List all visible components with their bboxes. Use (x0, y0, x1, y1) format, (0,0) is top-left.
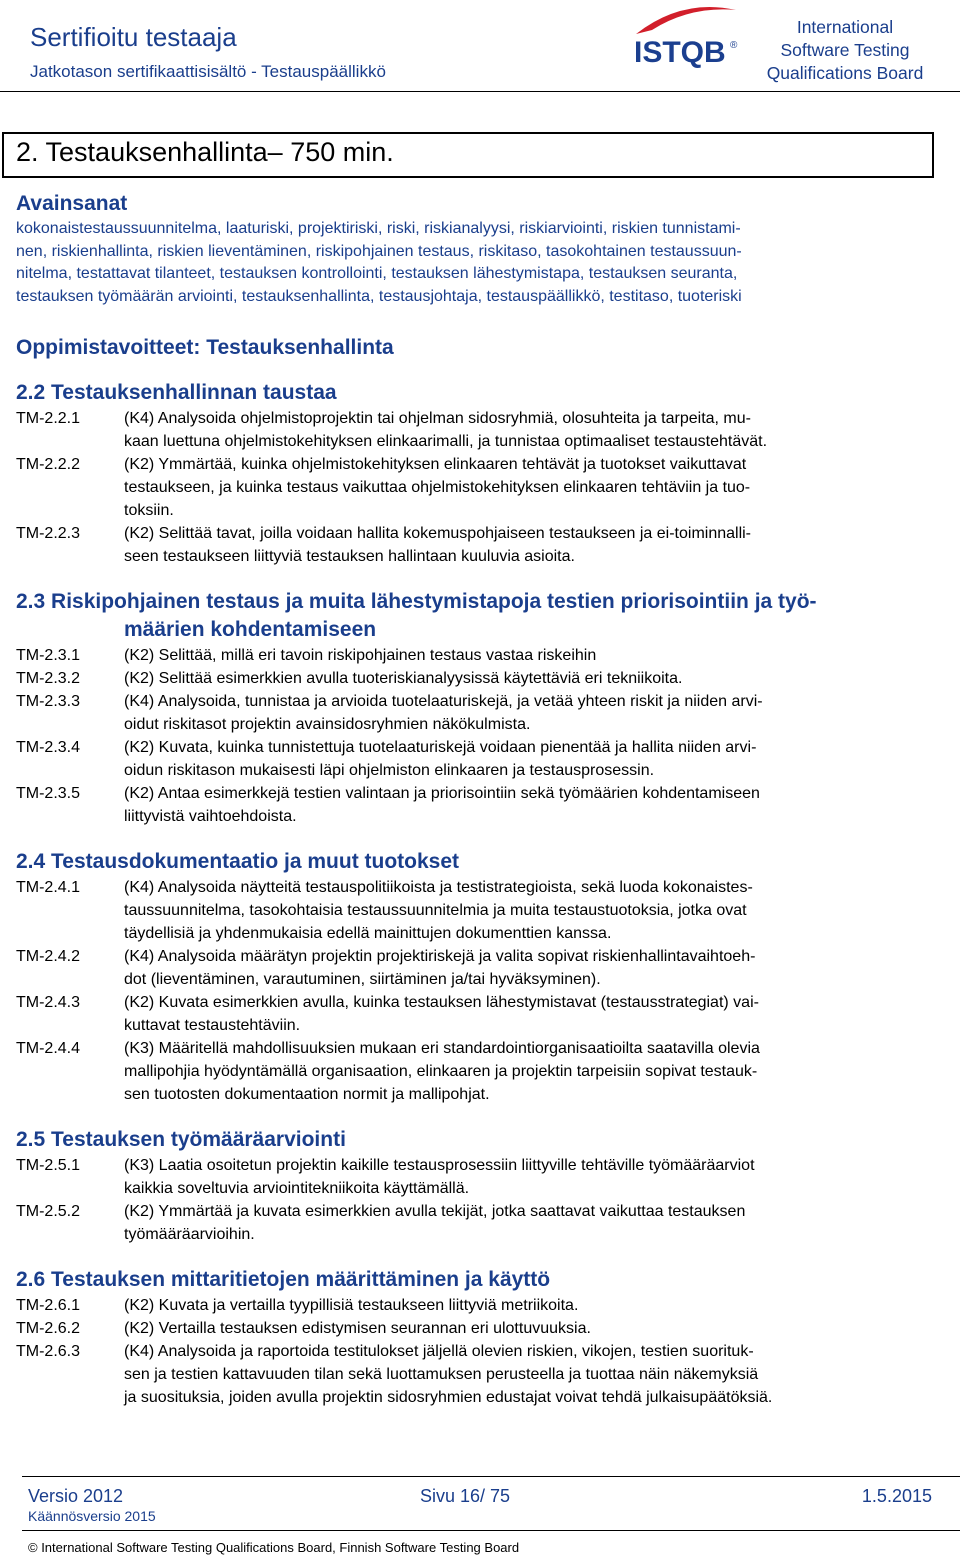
section-title: 2.4 Testausdokumentaatio ja muut tuotokset (16, 850, 460, 873)
objective-text: (K2) Ymmärtää ja kuvata esimerkkien avulla tekijät, jotka saattavat vaikuttaa testauksen (124, 1203, 746, 1220)
objective-text: (K2) Ymmärtää, kuinka ohjelmistokehityksen elinkaaren tehtävät ja tuotokset vaikuttavat (124, 456, 747, 473)
objective-id: TM-2.3.1 (16, 647, 81, 664)
keywords-line: nen, riskienhallinta, riskien lieventäminen, riskipohjainen testaus, riskitaso, tasokohtainen testaussuun- (16, 242, 742, 260)
objective-id: TM-2.3.5 (16, 785, 81, 802)
objective-text: täydellisiä ja yhdenmukaisia edellä mainittujen dokumenttien kanssa. (124, 925, 612, 942)
footer-date: 1.5.2015 (861, 1486, 932, 1506)
objective-text: (K4) Analysoida ja raportoida testitulokset jäljellä olevien riskien, vikojen, testien suorituk- (124, 1343, 754, 1360)
objective-text: sen tuotosten dokumentaation normit ja mallipohjat. (124, 1086, 490, 1103)
objective-item (16, 407, 921, 453)
objective-item (16, 736, 921, 782)
page-content (16, 190, 921, 1409)
objective-item (16, 667, 921, 690)
chapter-title-box (2, 132, 934, 178)
objective-id: TM-2.5.2 (16, 1203, 81, 1220)
objective-id: TM-2.3.2 (16, 670, 81, 687)
objective-text: dot (lieventäminen, varautuminen, siirtäminen ja/tai hyväksyminen). (124, 971, 601, 988)
header-divider (0, 91, 960, 92)
objective-text: (K4) Analysoida määrätyn projektin projektiriskejä ja valita sopivat riskienhallintavaihtoeh- (124, 948, 756, 965)
objective-id: TM-2.2.3 (16, 525, 81, 542)
objective-text: (K2) Selittää esimerkkien avulla tuoteriskianalyysissä käytettäviä eri tekniikoita. (124, 670, 683, 687)
objective-item (16, 876, 921, 945)
objective-id: TM-2.5.1 (16, 1157, 81, 1174)
header-subtitle: Jatkotason sertifikaattisisältö - Testauspäällikkö (30, 62, 386, 81)
objective-item (16, 945, 921, 991)
objective-item (16, 1200, 921, 1246)
header-title: Sertifioitu testaaja (30, 22, 237, 52)
objective-id: TM-2.4.2 (16, 948, 81, 965)
keywords-text (16, 218, 921, 308)
objective-text: kuttavat testaustehtäviin. (124, 1017, 301, 1034)
org-name (745, 16, 945, 85)
objective-text: mallipohjia hyödyntämällä organisaation, elinkaaren ja projektin tarpeisiin sopivat testauk- (124, 1063, 758, 1080)
section-title-line: 2.3 Riskipohjainen testaus ja muita lähestymistapoja testien priorisointiin ja työ- (16, 590, 817, 613)
objective-item (16, 782, 921, 828)
objective-item (16, 1154, 921, 1200)
objective-item (16, 1317, 921, 1340)
istqb-logo-mark: ® (730, 40, 738, 51)
objective-text: (K2) Kuvata esimerkkien avulla, kuinka testauksen lähestymistavat (testausstrategiat) vai- (124, 994, 759, 1011)
objective-text: toksiin. (124, 502, 174, 519)
objective-text: ja suosituksia, joiden avulla projektin sidosryhmien edustajat voivat tehdä julkaisupäätöksiä. (124, 1389, 773, 1406)
footer-translation-version: Käännösversio 2015 (28, 1508, 156, 1524)
objective-text: (K2) Selittää tavat, joilla voidaan hallita kokemuspohjaiseen testaukseen ja ei-toiminnalli- (124, 525, 752, 542)
objective-id: TM-2.4.1 (16, 879, 81, 896)
footer-version: Versio 2012 (28, 1486, 124, 1506)
objective-text: seen testaukseen liittyviä testauksen hallintaan kuuluvia asioita. (124, 548, 575, 565)
objective-id: TM-2.4.3 (16, 994, 81, 1011)
section-title-line: määrien kohdentamiseen (124, 618, 377, 641)
objective-item (16, 991, 921, 1037)
section-title (16, 588, 921, 644)
objective-text: testaukseen, ja kuinka testaus vaikuttaa ohjelmistokehityksen elinkaaren tehtäviin ja tuo- (124, 479, 751, 496)
objectives-heading: Oppimistavoitteet: Testauksenhallinta (16, 336, 394, 359)
objective-id: TM-2.3.4 (16, 739, 81, 756)
objective-item (16, 644, 921, 667)
objective-text: (K3) Laatia osoitetun projektin kaikille testausprosessiin liittyville tehtäville työmääräarviot (124, 1157, 755, 1174)
footer-divider (22, 1530, 960, 1531)
objective-text: (K3) Määritellä mahdollisuuksien mukaan eri standardointiorganisaatioilta saatavilla olevia (124, 1040, 760, 1057)
objective-text: (K2) Antaa esimerkkejä testien valintaan ja priorisointiin sekä työmäärien kohdentamiseen (124, 785, 760, 802)
objective-text: (K2) Selittää, millä eri tavoin riskipohjainen testaus vastaa riskeihin (124, 647, 597, 664)
section-title: 2.2 Testauksenhallinnan taustaa (16, 381, 337, 404)
istqb-logo (632, 4, 740, 84)
objective-id: TM-2.3.3 (16, 693, 81, 710)
objective-item (16, 1340, 921, 1409)
objective-item (16, 1037, 921, 1106)
keywords-line: kokonaistestaussuunnitelma, laaturiski, projektiriski, riski, riskianalyysi, riskiarviointi, riskien tunnistami- (16, 220, 741, 237)
section-title: 2.6 Testauksen mittaritietojen määrittäminen ja käyttö (16, 1268, 551, 1291)
objective-text: oidut riskitasot projektin avainsidosryhmien näkökulmista. (124, 716, 531, 733)
section-title: 2.5 Testauksen työmääräarviointi (16, 1128, 346, 1151)
objective-text: kaan luettuna ohjelmistokehityksen elinkaarimalli, ja tunnistaa optimaaliset testaustehtävät. (124, 433, 768, 450)
objective-item (16, 1294, 921, 1317)
org-line: Software Testing (780, 40, 910, 60)
keywords-line: testauksen työmäärän arviointi, testauksenhallinta, testausjohtaja, testauspäällikkö, testitaso, tuoteriski (16, 287, 742, 305)
keywords-line: nitelma, testattavat tilanteet, testauksen kontrollointi, testauksen lähestymistapa, testauksen seuranta, (16, 265, 738, 282)
footer-divider (22, 1476, 960, 1477)
objective-item (16, 690, 921, 736)
objective-id: TM-2.4.4 (16, 1040, 81, 1057)
objective-text: (K4) Analysoida ohjelmistoprojektin tai ohjelman sidosryhmiä, olosuhteita ja tarpeita, mu- (124, 410, 751, 427)
objective-text: työmääräarvioihin. (124, 1226, 255, 1243)
objective-id: TM-2.6.1 (16, 1297, 81, 1314)
objective-text: kaikkia soveltuvia arviointitekniikoita käyttämällä. (124, 1180, 470, 1197)
objective-id: TM-2.6.2 (16, 1320, 81, 1337)
objective-item (16, 453, 921, 522)
istqb-logo-text: ISTQB (634, 36, 726, 69)
objective-text: (K2) Vertailla testauksen edistymisen seurannan eri ulottuvuuksia. (124, 1320, 591, 1337)
objective-id: TM-2.2.2 (16, 456, 81, 473)
objective-text: sen ja testien kattavuuden tilan sekä luottamuksen perusteella ja tuottaa näin näkemyksiä (124, 1366, 759, 1383)
objective-text: (K2) Kuvata ja vertailla tyypillisiä testaukseen liittyviä metriikoita. (124, 1297, 579, 1314)
objective-item (16, 522, 921, 568)
footer-copyright: © International Software Testing Qualifications Board, Finnish Software Testing Board (28, 1540, 520, 1555)
objective-id: TM-2.6.3 (16, 1343, 81, 1360)
page-header (0, 0, 960, 92)
objective-text: liittyvistä vaihtoehdoista. (124, 808, 297, 825)
chapter-title: 2. Testauksenhallinta– 750 min. (16, 137, 394, 167)
objective-text: (K4) Analysoida näytteitä testauspolitiikoista ja testistrategioista, sekä luoda kokonaistes- (124, 879, 753, 896)
objective-id: TM-2.2.1 (16, 410, 81, 427)
keywords-heading: Avainsanat (16, 192, 128, 215)
objective-text: oidun riskitason mukaisesti läpi ohjelmiston elinkaaren ja testausprosessin. (124, 762, 655, 779)
org-line: International (796, 17, 894, 37)
objective-text: (K2) Kuvata, kuinka tunnistettuja tuotelaaturiskejä voidaan pienentää ja hallita niiden arvi- (124, 739, 757, 756)
footer-page-number: Sivu 16/ 75 (420, 1486, 511, 1506)
objective-text: (K4) Analysoida, tunnistaa ja arvioida tuotelaaturiskejä, ja vetää yhteen riskit ja niiden arvi- (124, 693, 763, 710)
org-line: Qualifications Board (766, 63, 924, 83)
objective-text: taussuunnitelma, tasokohtaisia testaussuunnitelmia ja muita testaustuotoksia, jotka ovat (124, 902, 747, 919)
